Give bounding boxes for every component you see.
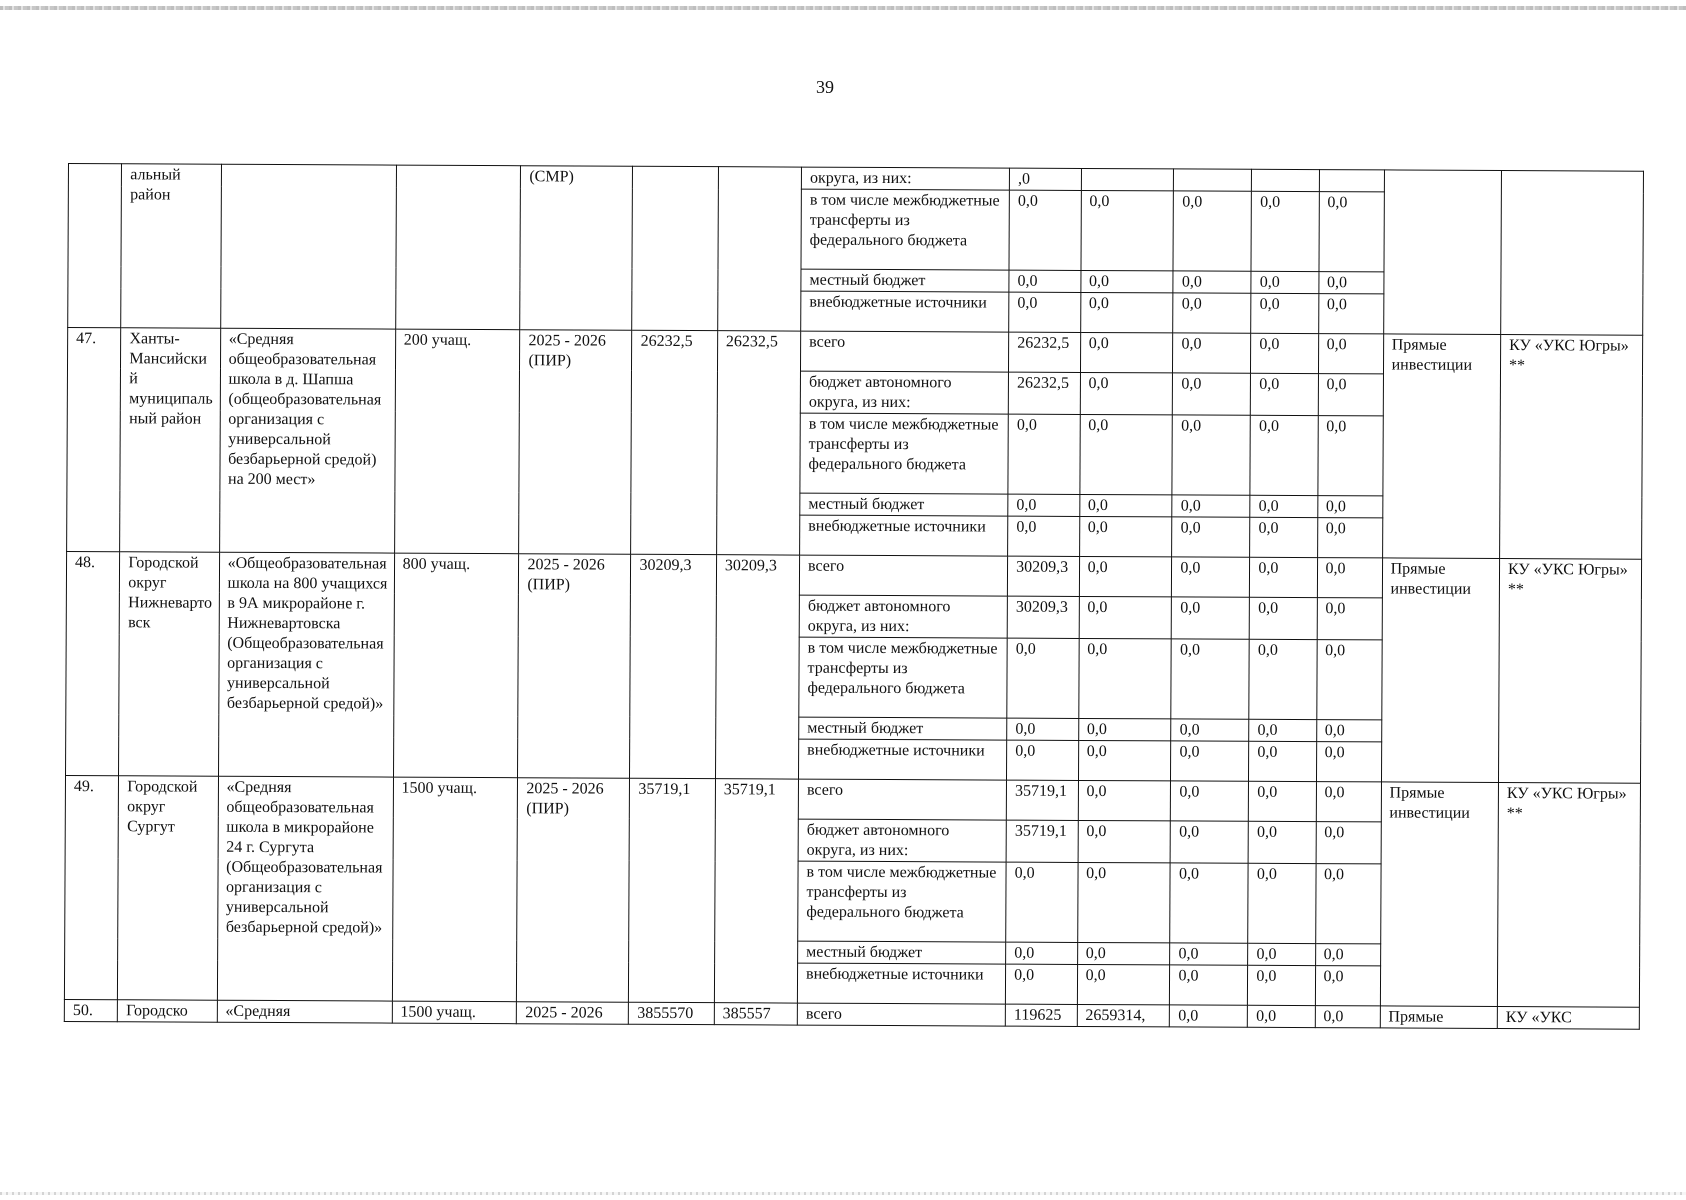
scan-edge-top [0,6,1686,10]
value-year-2029: 0,0 [1317,416,1382,496]
funding-type: Прямые инвестиции [1382,334,1500,559]
estimated-cost: 3855570 [629,1002,714,1024]
capacity: 1500 учащ. [392,777,518,1002]
value-year-2027: 0,0 [1171,741,1249,781]
period: 2025 - 2026 (ПИР) [518,554,631,779]
value-year-2025: 0,0 [1009,270,1081,292]
funding-type: Прямые инвестиции [1381,558,1499,783]
value-year-2027: 0,0 [1170,863,1248,943]
value-year-2027: 0,0 [1172,597,1250,639]
value-year-2028: 0,0 [1248,1005,1315,1027]
estimated-cost [632,166,718,330]
value-year-2026: 0,0 [1080,292,1173,332]
funding-source: внебюджетные источники [800,515,1008,556]
value-year-2026: 0,0 [1079,556,1172,596]
value-year-2029: 0,0 [1315,944,1380,966]
funding-source: внебюджетные источники [801,291,1009,332]
table-row [66,551,1641,599]
funding-source: бюджет автономного округа, из них: [799,595,1007,638]
entry-number: 49. [64,775,118,999]
value-year-2028: 0,0 [1249,597,1316,639]
estimated-cost: 26232,5 [631,330,717,554]
table-row [65,775,1640,823]
value-year-2029: 0,0 [1317,558,1382,598]
scan-edge-bottom [0,1192,1686,1195]
value-year-2026: 0,0 [1078,780,1171,820]
value-year-2028: 0,0 [1249,639,1317,719]
municipality: Городской округ Сургут [118,776,218,1000]
capacity: 200 учащ. [394,329,520,554]
table-row [68,328,1643,376]
object-name: «Средняя общеобразовательная школа в д. Шапша (общеобразовательная организация с универсальной безбарьерной средой) на 200 мест» [219,328,395,553]
entry-number: 48. [66,551,120,775]
page-number: 39 [816,77,834,97]
value-year-2026: 0,0 [1080,270,1173,292]
value-year-2028: 0,0 [1248,863,1316,943]
value-year-2029: 0,0 [1315,1006,1380,1028]
value-year-2029 [1319,170,1384,192]
value-year-2029: 0,0 [1315,864,1380,944]
value-year-2029: 0,0 [1318,294,1383,334]
value-year-2029: 0,0 [1318,272,1383,294]
value-year-2028: 0,0 [1251,333,1318,373]
value-year-2026: 0,0 [1080,372,1173,414]
value-year-2026: 0,0 [1078,638,1171,718]
investment-objects-table [64,163,1644,1030]
funding-source: в том числе межбюджетные трансферты из федерального бюджета [801,189,1009,270]
value-year-2028: 0,0 [1251,373,1318,415]
value-year-2028: 0,0 [1250,557,1317,597]
municipality: Городской округ Нижневартовск [119,552,219,776]
value-year-2027: 0,0 [1172,495,1250,517]
funding-type: Прямые инвестиции [1380,782,1498,1007]
object-name: «Общеобразовательная школа на 800 учащихся в 9А микрорайоне г. Нижневартовска (Общеобразовательная организация с универсальной безбарьерной средой)» [218,552,394,777]
customer: КУ «УКС [1497,1006,1639,1029]
remaining-cost: 35719,1 [714,779,798,1003]
value-year-2027: 0,0 [1171,821,1249,863]
customer [1501,171,1644,336]
value-year-2028: 0,0 [1251,271,1318,293]
period: 2025 - 2026 (ПИР) [519,330,632,555]
value-year-2029: 0,0 [1317,496,1382,518]
estimated-cost: 30209,3 [630,554,716,778]
value-year-2026: 0,0 [1079,516,1172,556]
value-year-2025: 0,0 [1006,964,1078,1004]
value-year-2025: 0,0 [1007,638,1079,718]
value-year-2028: 0,0 [1248,965,1315,1005]
value-year-2025: 30209,3 [1008,556,1080,596]
value-year-2029: 0,0 [1316,822,1381,864]
funding-source: местный бюджет [800,493,1008,516]
value-year-2025: 119625 [1005,1004,1077,1026]
value-year-2026: 0,0 [1077,862,1170,942]
value-year-2026: 0,0 [1078,820,1171,862]
value-year-2029: 0,0 [1316,720,1381,742]
funding-source: бюджет автономного округа, из них: [800,371,1008,414]
value-year-2027: 0,0 [1172,517,1250,557]
value-year-2026: 0,0 [1079,414,1172,494]
value-year-2025: 0,0 [1009,292,1081,332]
funding-source: внебюджетные источники [799,739,1007,780]
value-year-2025: 0,0 [1007,740,1079,780]
remaining-cost: 26232,5 [716,331,800,555]
value-year-2025: 30209,3 [1007,596,1079,638]
value-year-2028: 0,0 [1251,191,1319,271]
value-year-2026: 0,0 [1079,596,1172,638]
value-year-2026: 0,0 [1077,964,1170,1004]
value-year-2025: 0,0 [1006,942,1078,964]
value-year-2026: 0,0 [1078,718,1171,740]
value-year-2027: 0,0 [1171,639,1249,719]
municipality: альный район [121,164,221,328]
value-year-2028: 0,0 [1250,517,1317,557]
funding-type [1383,170,1501,335]
value-year-2025: 0,0 [1008,516,1080,556]
value-year-2026 [1081,168,1174,190]
period: 2025 - 2026 [517,1002,629,1025]
table-row [68,164,1643,194]
funding-type: Прямые [1380,1006,1497,1029]
capacity: 800 учащ. [393,553,519,778]
value-year-2027 [1174,169,1252,191]
object-name: «Средняя [217,1000,392,1023]
funding-source: местный бюджет [798,941,1006,964]
municipality: Городско [118,1000,217,1022]
customer: КУ «УКС Югры» ** [1497,782,1640,1007]
entry-number: 47. [67,328,121,552]
value-year-2026: 2659314, [1077,1004,1170,1026]
capacity [395,165,521,330]
value-year-2029: 0,0 [1317,518,1382,558]
value-year-2025: 0,0 [1007,718,1079,740]
value-year-2029: 0,0 [1318,334,1383,374]
value-year-2026: 0,0 [1079,494,1172,516]
funding-source: всего [797,1003,1005,1026]
estimated-cost: 35719,1 [629,778,715,1002]
value-year-2027: 0,0 [1171,719,1249,741]
value-year-2025: 35719,1 [1006,780,1078,820]
value-year-2028: 0,0 [1249,781,1316,821]
value-year-2026: 0,0 [1080,332,1173,372]
value-year-2028 [1252,169,1319,191]
value-year-2027: 0,0 [1170,943,1248,965]
funding-source: местный бюджет [801,269,1009,292]
value-year-2027: 0,0 [1173,373,1251,415]
document-sheet [64,163,1644,1030]
municipality: Ханты-Мансийский муниципальный район [120,328,220,552]
value-year-2026: 0,0 [1081,190,1174,270]
object-name: «Средняя общеобразовательная школа в микрорайоне 24 г. Сургута (Общеобразовательная организация с универсальной безбарьерной средой)» [217,776,393,1001]
value-year-2028: 0,0 [1249,719,1316,741]
value-year-2028: 0,0 [1251,293,1318,333]
remaining-cost [718,167,802,331]
entry-number [68,164,122,328]
value-year-2029: 0,0 [1316,742,1381,782]
customer: КУ «УКС Югры» ** [1500,335,1643,560]
value-year-2027: 0,0 [1170,1005,1248,1027]
value-year-2029: 0,0 [1316,782,1381,822]
value-year-2026: 0,0 [1077,942,1170,964]
value-year-2025: 0,0 [1006,862,1078,942]
funding-source: местный бюджет [799,717,1007,740]
entry-number: 50. [64,999,117,1021]
period: 2025 - 2026 (ПИР) [517,778,630,1003]
value-year-2028: 0,0 [1248,943,1315,965]
value-year-2025: 35719,1 [1006,820,1078,862]
funding-source: внебюджетные источники [797,963,1005,1004]
value-year-2028: 0,0 [1250,495,1317,517]
value-year-2027: 0,0 [1173,293,1251,333]
object-name [220,164,396,329]
value-year-2029: 0,0 [1318,374,1383,416]
value-year-2027: 0,0 [1173,191,1251,271]
value-year-2029: 0,0 [1316,640,1381,720]
value-year-2028: 0,0 [1250,415,1318,495]
value-year-2025: ,0 [1009,168,1081,190]
value-year-2026: 0,0 [1078,740,1171,780]
value-year-2025: 0,0 [1008,494,1080,516]
period: (СМР) [520,166,633,331]
value-year-2029: 0,0 [1319,192,1384,272]
value-year-2027: 0,0 [1173,333,1251,373]
value-year-2027: 0,0 [1173,271,1251,293]
value-year-2027: 0,0 [1172,557,1250,597]
remaining-cost: 385557 [714,1003,797,1025]
capacity: 1500 учащ. [392,1001,517,1024]
value-year-2029: 0,0 [1317,598,1382,640]
value-year-2025: 26232,5 [1008,372,1080,414]
funding-source: всего [799,555,1007,596]
value-year-2025: 0,0 [1008,414,1080,494]
funding-source: округа, из них: [801,167,1009,190]
value-year-2028: 0,0 [1249,741,1316,781]
value-year-2025: 0,0 [1009,190,1081,270]
funding-source: в том числе межбюджетные трансферты из федерального бюджета [800,413,1008,494]
customer: КУ «УКС Югры» ** [1498,559,1641,784]
funding-source: в том числе межбюджетные трансферты из федерального бюджета [799,637,1007,718]
value-year-2027: 0,0 [1171,781,1249,821]
value-year-2027: 0,0 [1170,965,1248,1005]
funding-source: всего [798,779,1006,820]
value-year-2028: 0,0 [1248,821,1315,863]
funding-source: в том числе межбюджетные трансферты из федерального бюджета [798,861,1006,942]
value-year-2029: 0,0 [1315,966,1380,1006]
value-year-2027: 0,0 [1172,415,1250,495]
funding-source: всего [801,331,1009,372]
value-year-2025: 26232,5 [1009,332,1081,372]
funding-source: бюджет автономного округа, из них: [798,819,1006,862]
remaining-cost: 30209,3 [715,555,799,779]
